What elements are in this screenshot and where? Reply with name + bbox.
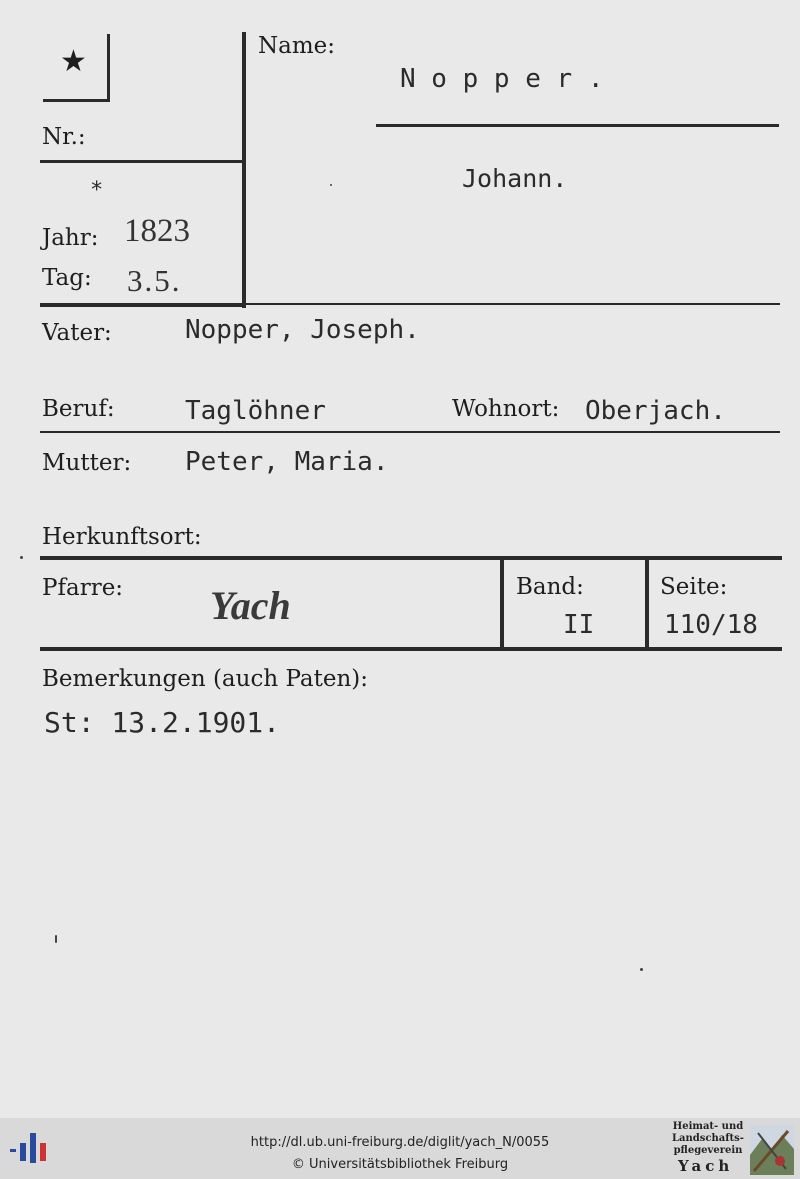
pfarre-band-divider [500,560,504,650]
birth-mark: * [90,178,104,203]
logo-line-2: Landschafts- [672,1133,744,1144]
vater-label: Vater: [42,320,112,346]
logo-line-3: pflegeverein [673,1145,743,1156]
nr-divider [40,160,243,163]
mutter-label: Mutter: [42,450,132,476]
tag-value: 3.5. [127,263,182,298]
yach-association-logo [668,1121,796,1177]
paper-speck [330,184,332,186]
left-column-divider [242,32,246,308]
pfarre-stamp: Yach [210,583,291,628]
footer-bar [0,1118,800,1179]
beruf-value: Taglöhner [185,396,326,426]
vater-value: Nopper, Joseph. [185,315,420,345]
mutter-value: Peter, Maria. [185,447,389,477]
seite-value: 110/18 [664,610,758,640]
paper-speck [640,968,643,971]
name-label: Name: [258,33,336,59]
star-icon: ★ [60,44,87,79]
band-value: II [563,610,595,640]
bemerkungen-label: Bemerkungen (auch Paten): [42,666,368,692]
logo-line-1: Heimat- und [672,1121,744,1132]
wohnort-value: Oberjach. [585,396,726,426]
herkunftsort-label: Herkunftsort: [42,524,202,550]
herkunftsort-line [40,556,782,560]
wohnort-label: Wohnort: [452,396,560,422]
paper-speck [20,556,23,559]
pfarre-row-bottom-line [40,647,782,651]
surname: N o p p e r . [400,64,604,94]
paper-speck [55,935,57,943]
bemerkungen-value: St: 13.2.1901. [44,706,281,739]
footer-copyright: © Universitätsbibliothek Freiburg [291,1157,509,1172]
nr-label: Nr.: [42,124,86,150]
jahr-value: 1823 [124,213,190,249]
footer-url[interactable]: http://dl.ub.uni-freiburg.de/diglit/yach_N/0055 [250,1135,550,1150]
tag-label: Tag: [42,265,92,291]
star-box-right-border [107,34,110,102]
landscape-emblem-icon [750,1125,794,1175]
beruf-divider [40,431,780,433]
surname-underline [376,124,779,127]
beruf-label: Beruf: [42,396,115,422]
logo-line-4: Yach [678,1157,734,1175]
jahr-label: Jahr: [42,225,99,251]
pfarre-label: Pfarre: [42,575,124,601]
band-label: Band: [516,574,584,600]
given-name: Johann. [462,164,568,193]
band-seite-divider [645,560,649,650]
name-section-bottom-line [246,303,780,305]
star-box-bottom-border [43,99,110,102]
seite-label: Seite: [660,574,728,600]
left-column-bottom-line [40,303,246,307]
